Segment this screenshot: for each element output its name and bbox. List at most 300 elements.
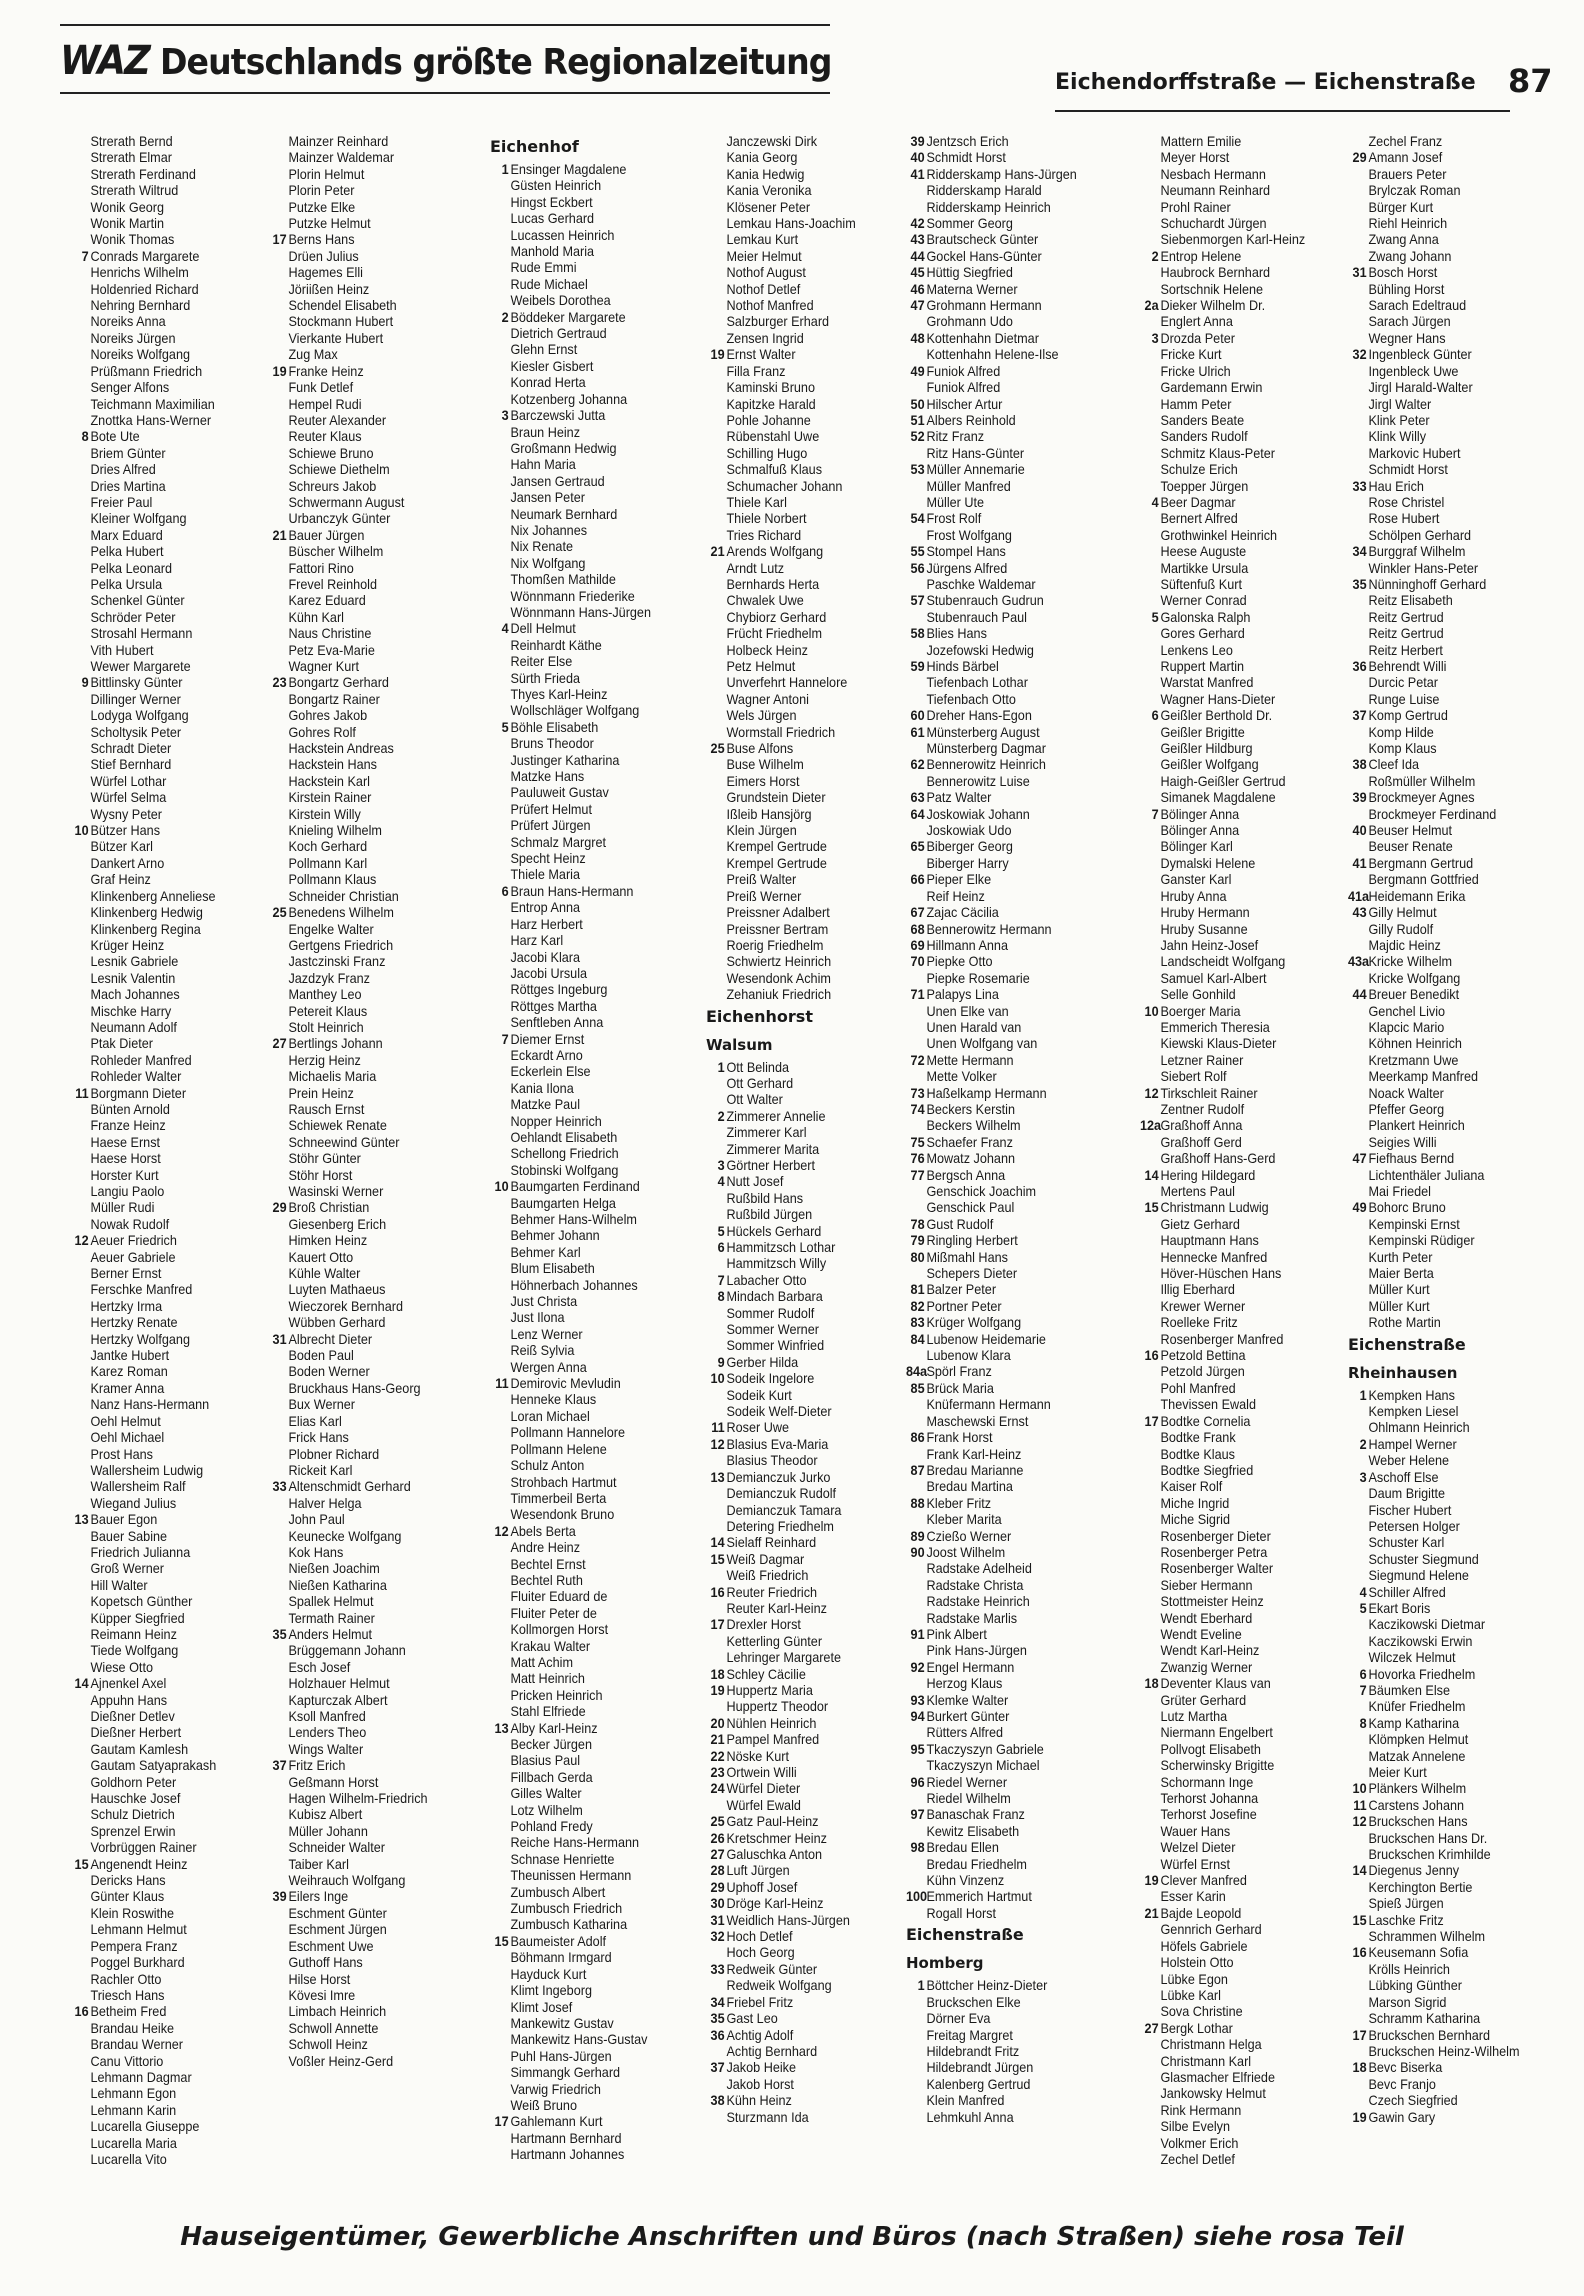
resident-name: Groß Werner	[90, 1561, 164, 1577]
resident-name: Kühn Heinz	[726, 2093, 792, 2109]
resident-name: Kaminski Bruno	[726, 380, 815, 396]
house-number: 5	[717, 1223, 725, 1239]
directory-entry	[70, 1168, 282, 1184]
directory-entry	[490, 375, 702, 391]
directory-entry	[490, 1032, 702, 1048]
directory-entry	[268, 577, 480, 593]
resident-name: Sova Christine	[1160, 2004, 1243, 2020]
house-number: 39	[272, 1889, 287, 1905]
directory-entry	[706, 1601, 918, 1617]
resident-name: Wendt Eberhard	[1160, 1610, 1253, 1626]
directory-entry	[906, 774, 1118, 790]
resident-name: Bertlings Johann	[288, 1036, 383, 1052]
resident-name: Würfel Ewald	[726, 1797, 801, 1813]
directory-entry	[1348, 1135, 1560, 1151]
directory-entry	[706, 1355, 918, 1371]
resident-name: Kania Ilona	[510, 1080, 574, 1096]
directory-entry	[268, 1168, 480, 1184]
street-heading: Eichenhorst	[706, 1006, 813, 1026]
directory-entry	[490, 835, 702, 851]
directory-entry	[268, 1004, 480, 1020]
directory-entry	[490, 736, 702, 752]
directory-entry	[706, 1913, 918, 1929]
directory-entry	[70, 2152, 282, 2168]
directory-entry	[490, 1967, 702, 1983]
directory-entry	[1140, 167, 1352, 183]
directory-entry	[490, 2114, 702, 2130]
resident-name: Eschment Uwe	[288, 1938, 374, 1954]
resident-name: Rink Hermann	[1160, 2102, 1242, 2118]
resident-name: Demianczuk Tamara	[726, 1502, 842, 1518]
house-number: 17	[710, 1617, 725, 1633]
directory-entry	[906, 823, 1118, 839]
directory-entry	[490, 277, 702, 293]
directory-entry	[268, 232, 480, 248]
directory-entry	[70, 167, 282, 183]
resident-name: Schrammen Wilhelm	[1368, 1929, 1486, 1945]
resident-name: Reuter Klaus	[288, 429, 362, 445]
directory-entry	[906, 1758, 1118, 1774]
directory-entry	[70, 1643, 282, 1659]
directory-entry	[906, 1364, 1118, 1380]
directory-entry	[70, 216, 282, 232]
directory-entry	[706, 1109, 918, 1125]
resident-name: Frank Karl-Heinz	[926, 1446, 1022, 1462]
directory-column-5	[906, 134, 1134, 2126]
directory-entry	[1140, 2004, 1352, 2020]
resident-name: Kotzenberg Johanna	[510, 391, 628, 407]
directory-entry	[490, 2098, 702, 2114]
directory-entry	[1348, 692, 1560, 708]
header-rule-right	[1055, 110, 1510, 112]
directory-entry	[70, 1151, 282, 1167]
house-number: 23	[272, 675, 287, 691]
house-number: 42	[910, 216, 925, 232]
resident-name: Bodtke Klaus	[1160, 1446, 1235, 1462]
directory-entry	[1140, 1053, 1352, 1069]
directory-entry	[70, 1824, 282, 1840]
resident-name: Schiewek Renate	[288, 1118, 387, 1134]
directory-entry	[490, 1179, 702, 1195]
directory-entry	[906, 1266, 1118, 1282]
directory-entry	[70, 397, 282, 413]
resident-name: Ingenbleck Günter	[1368, 347, 1472, 363]
directory-entry	[906, 1561, 1118, 1577]
resident-name: Henrichs Wilhelm	[90, 265, 189, 281]
directory-entry	[906, 708, 1118, 724]
resident-name: Matt Achim	[510, 1654, 573, 1670]
directory-entry	[706, 938, 918, 954]
resident-name: Petersen Holger	[1368, 1518, 1460, 1534]
resident-name: Beckers Kerstin	[926, 1101, 1015, 1117]
directory-entry	[70, 1545, 282, 1561]
directory-entry	[1140, 1824, 1352, 1840]
resident-name: Günter Klaus	[90, 1889, 165, 1905]
directory-entry	[490, 703, 702, 719]
directory-entry	[1140, 1906, 1352, 1922]
directory-entry	[70, 1004, 282, 1020]
resident-name: Plänkers Wilhelm	[1368, 1781, 1467, 1797]
resident-name: Burggraf Wilhelm	[1368, 544, 1466, 560]
resident-name: Müller Kurt	[1368, 1282, 1430, 1298]
resident-name: Wauer Hans	[1160, 1823, 1231, 1839]
resident-name: Stolt Heinrich	[288, 1019, 364, 1035]
directory-entry	[268, 380, 480, 396]
resident-name: Siebenmorgen Karl-Heinz	[1160, 232, 1306, 248]
directory-entry	[706, 183, 918, 199]
resident-name: Majdic Heinz	[1368, 937, 1441, 953]
house-number: 17	[1144, 1413, 1159, 1429]
directory-entry	[1140, 593, 1352, 609]
resident-name: Schenkel Günter	[90, 593, 185, 609]
resident-name: Mach Johannes	[90, 987, 180, 1003]
directory-entry	[490, 1409, 702, 1425]
resident-name: Eilers Inge	[288, 1889, 349, 1905]
resident-name: Würfel Lothar	[90, 773, 167, 789]
house-number: 47	[910, 298, 925, 314]
directory-entry	[268, 922, 480, 938]
resident-name: Roelleke Fritz	[1160, 1315, 1238, 1331]
house-number: 16	[1352, 1945, 1367, 1961]
resident-name: Prein Heinz	[288, 1085, 354, 1101]
resident-name: Stahl Elfriede	[510, 1704, 586, 1720]
resident-name: Holstein Otto	[1160, 1955, 1234, 1971]
directory-entry	[706, 544, 918, 560]
directory-entry	[268, 479, 480, 495]
resident-name: Sodeik Kurt	[726, 1387, 792, 1403]
directory-entry	[490, 572, 702, 588]
resident-name: Anders Helmut	[288, 1626, 373, 1642]
resident-name: Gohres Jakob	[288, 708, 368, 724]
resident-name: Deventer Klaus van	[1160, 1676, 1271, 1692]
directory-entry	[906, 511, 1118, 527]
directory-entry	[706, 1847, 918, 1863]
directory-entry	[1140, 2103, 1352, 2119]
directory-entry	[706, 413, 918, 429]
house-number: 37	[710, 2060, 725, 2076]
house-number: 4	[1151, 494, 1159, 510]
resident-name: Reuter Friedrich	[726, 1584, 818, 1600]
resident-name: Marx Eduard	[90, 527, 163, 543]
directory-entry	[490, 195, 702, 211]
house-number: 14	[1144, 1167, 1159, 1183]
directory-entry	[70, 1742, 282, 1758]
resident-name: Böddeker Margarete	[510, 309, 626, 325]
resident-name: Bruckschen Hans Dr.	[1368, 1830, 1488, 1846]
resident-name: Sommer Winfried	[726, 1338, 825, 1354]
directory-entry	[268, 1676, 480, 1692]
resident-name: Scherwinsky Brigitte	[1160, 1758, 1275, 1774]
directory-entry	[1348, 1004, 1560, 1020]
directory-entry	[1140, 314, 1352, 330]
resident-name: Schiewe Bruno	[288, 445, 374, 461]
resident-name: Lehringer Margarete	[726, 1650, 842, 1666]
resident-name: Wallersheim Ludwig	[90, 1462, 204, 1478]
directory-entry	[1348, 1699, 1560, 1715]
directory-entry	[490, 490, 702, 506]
resident-name: Detering Friedhelm	[726, 1518, 834, 1534]
resident-name: Ganster Karl	[1160, 872, 1232, 888]
directory-entry	[268, 1463, 480, 1479]
directory-entry	[268, 1873, 480, 1889]
resident-name: Redweik Wolfgang	[726, 1978, 832, 1994]
directory-entry	[490, 2131, 702, 2147]
resident-name: Rogall Horst	[926, 1905, 997, 1921]
resident-name: Radstake Adelheid	[926, 1561, 1032, 1577]
resident-name: Dießner Herbert	[90, 1725, 182, 1741]
directory-entry	[1140, 1168, 1352, 1184]
resident-name: Pohl Manfred	[1160, 1380, 1236, 1396]
resident-name: Brandau Heike	[90, 2020, 175, 2036]
resident-name: Schramm Katharina	[1368, 2011, 1481, 2027]
resident-name: Klein Roswithe	[90, 1905, 175, 1921]
resident-name: Meerkamp Manfred	[1368, 1069, 1479, 1085]
directory-entry	[490, 1803, 702, 1819]
directory-entry	[1140, 1479, 1352, 1495]
directory-entry	[70, 1857, 282, 1873]
resident-name: Brockmeyer Ferdinand	[1368, 806, 1497, 822]
resident-name: Matt Heinrich	[510, 1671, 585, 1687]
district-heading: Walsum	[706, 1035, 773, 1054]
directory-entry	[1140, 1348, 1352, 1364]
house-number: 44	[910, 248, 925, 264]
directory-entry	[490, 1753, 702, 1769]
directory-entry	[490, 1671, 702, 1687]
house-number: 89	[910, 1528, 925, 1544]
directory-entry	[1348, 479, 1560, 495]
resident-name: Rachler Otto	[90, 1971, 162, 1987]
directory-entry	[1140, 1069, 1352, 1085]
house-number: 72	[910, 1052, 925, 1068]
resident-name: Petzold Jürgen	[1160, 1364, 1245, 1380]
house-number: 9	[81, 675, 89, 691]
resident-name: Lehmann Helmut	[90, 1922, 187, 1938]
street-range: Eichendorffstraße — Eichenstraße	[1055, 70, 1476, 95]
resident-name: Boden Werner	[288, 1364, 370, 1380]
resident-name: Keunecke Wolfgang	[288, 1528, 402, 1544]
directory-entry	[906, 905, 1118, 921]
directory-entry	[70, 1922, 282, 1938]
directory-entry	[490, 1983, 702, 1999]
directory-entry	[1140, 1118, 1352, 1134]
directory-column-7	[1348, 134, 1576, 2126]
house-number: 2a	[1144, 298, 1159, 314]
directory-entry	[268, 1725, 480, 1741]
directory-entry	[906, 807, 1118, 823]
resident-name: John Paul	[288, 1512, 345, 1528]
resident-name: Blasius Paul	[510, 1753, 581, 1769]
resident-name: Bohorc Bruno	[1368, 1200, 1446, 1216]
resident-name: Balzer Peter	[926, 1282, 997, 1298]
resident-name: Plorin Helmut	[288, 166, 365, 182]
directory-entry	[906, 1348, 1118, 1364]
resident-name: Martikke Ursula	[1160, 560, 1249, 576]
resident-name: Reuter Alexander	[288, 412, 387, 428]
resident-name: Krüger Wolfgang	[926, 1315, 1022, 1331]
directory-entry	[1348, 1217, 1560, 1233]
directory-entry	[1140, 807, 1352, 823]
header-rule-bottom	[60, 92, 830, 94]
directory-entry	[1140, 1332, 1352, 1348]
directory-entry	[490, 785, 702, 801]
directory-entry	[490, 621, 702, 637]
house-number: 31	[1352, 265, 1367, 281]
resident-name: Mainzer Reinhard	[288, 134, 389, 149]
resident-name: Nießen Katharina	[288, 1577, 387, 1593]
directory-entry	[490, 1786, 702, 1802]
directory-entry	[268, 1955, 480, 1971]
directory-entry	[706, 150, 918, 166]
resident-name: Kapturczak Albert	[288, 1692, 388, 1708]
resident-name: Preiß Werner	[726, 888, 802, 904]
directory-entry	[1140, 561, 1352, 577]
directory-entry	[1140, 1529, 1352, 1545]
directory-entry	[268, 1496, 480, 1512]
resident-name: Pempera Franz	[90, 1938, 178, 1954]
directory-entry	[1348, 610, 1560, 626]
directory-entry	[1348, 1585, 1560, 1601]
resident-name: Holzhauer Helmut	[288, 1676, 390, 1692]
resident-name: Wasinski Werner	[288, 1184, 384, 1199]
directory-entry	[706, 1880, 918, 1896]
resident-name: Weidlich Hans-Jürgen	[726, 1912, 850, 1928]
directory-entry	[70, 1775, 282, 1791]
resident-name: Pink Albert	[926, 1626, 987, 1642]
house-number: 15	[494, 1933, 509, 1949]
resident-name: Emmerich Theresia	[1160, 1019, 1270, 1035]
resident-name: Roerig Friedhelm	[726, 937, 824, 953]
resident-name: Grüter Gerhard	[1160, 1692, 1247, 1708]
directory-entry	[490, 228, 702, 244]
directory-entry	[706, 200, 918, 216]
house-number: 54	[910, 511, 925, 527]
house-number: 19	[272, 363, 287, 379]
directory-entry	[1348, 1299, 1560, 1315]
resident-name: Ernst Walter	[726, 347, 796, 363]
resident-name: Weiß Friedrich	[726, 1568, 809, 1584]
resident-name: Kauert Otto	[288, 1249, 354, 1265]
directory-entry	[1140, 905, 1352, 921]
resident-name: Müller Johann	[288, 1823, 368, 1839]
resident-name: Brüggemann Johann	[288, 1643, 406, 1659]
house-number: 10	[710, 1371, 725, 1387]
directory-entry	[1348, 1086, 1560, 1102]
resident-name: Englert Anna	[1160, 314, 1233, 330]
resident-name: Kempinski Rüdiger	[1368, 1233, 1475, 1249]
directory-entry	[706, 1470, 918, 1486]
directory-entry	[70, 380, 282, 396]
directory-entry	[1140, 1955, 1352, 1971]
resident-name: Wiese Otto	[90, 1659, 153, 1675]
resident-name: Landscheidt Wolfgang	[1160, 954, 1286, 970]
house-number: 8	[81, 429, 89, 445]
resident-name: Lucarella Maria	[90, 2135, 177, 2151]
directory-entry	[1348, 1781, 1560, 1797]
resident-name: Weiß Dagmar	[726, 1551, 805, 1567]
resident-name: Tkaczyszyn Michael	[926, 1758, 1040, 1774]
house-number: 6	[501, 883, 509, 899]
directory-entry	[268, 856, 480, 872]
house-number: 100	[906, 1889, 928, 1905]
directory-entry	[1140, 1758, 1352, 1774]
directory-entry	[70, 150, 282, 166]
directory-entry	[70, 1200, 282, 1216]
directory-entry	[706, 1798, 918, 1814]
resident-name: Miche Sigrid	[1160, 1512, 1231, 1528]
directory-entry	[906, 397, 1118, 413]
directory-entry	[906, 314, 1118, 330]
directory-entry	[706, 249, 918, 265]
resident-name: Klinkenberg Hedwig	[90, 905, 203, 921]
directory-entry	[1140, 1414, 1352, 1430]
resident-name: Tries Richard	[726, 527, 802, 543]
directory-entry	[70, 577, 282, 593]
directory-entry	[1140, 528, 1352, 544]
resident-name: Zensen Ingrid	[726, 330, 804, 346]
resident-name: Beuser Helmut	[1368, 823, 1453, 839]
resident-name: Eschment Jürgen	[288, 1922, 387, 1938]
directory-entry	[268, 1972, 480, 1988]
resident-name: Ridderskamp Harald	[926, 183, 1042, 199]
directory-entry	[268, 610, 480, 626]
resident-name: Piepke Rosemarie	[926, 970, 1030, 986]
resident-name: Berns Hans	[288, 232, 355, 248]
house-number: 5	[1359, 1600, 1367, 1616]
directory-entry	[706, 1814, 918, 1830]
directory-entry	[268, 1250, 480, 1266]
house-number: 10	[494, 1179, 509, 1195]
resident-name: Klinkenberg Anneliese	[90, 888, 216, 904]
directory-entry	[906, 1660, 1118, 1676]
directory-entry	[70, 1529, 282, 1545]
directory-entry	[1348, 2028, 1560, 2044]
resident-name: Toepper Jürgen	[1160, 478, 1249, 494]
directory-entry	[268, 1217, 480, 1233]
resident-name: Brauers Peter	[1368, 166, 1447, 182]
resident-name: Kania Veronika	[726, 183, 812, 199]
house-number: 3	[1151, 330, 1159, 346]
house-number: 32	[710, 1929, 725, 1945]
directory-entry	[490, 507, 702, 523]
directory-entry	[70, 675, 282, 691]
resident-name: Just Ilona	[510, 1310, 565, 1326]
house-number: 3	[717, 1157, 725, 1173]
directory-entry	[1348, 1667, 1560, 1683]
resident-name: Filla Franz	[726, 363, 786, 379]
house-number: 31	[710, 1912, 725, 1928]
directory-entry	[706, 1552, 918, 1568]
resident-name: Oehl Helmut	[90, 1413, 161, 1429]
resident-name: Fritz Erich	[288, 1758, 346, 1774]
resident-name: Haigh-Geißler Gertrud	[1160, 773, 1286, 789]
directory-entry	[70, 528, 282, 544]
resident-name: Bechtel Ruth	[510, 1572, 583, 1588]
resident-name: Schulze Erich	[1160, 462, 1238, 478]
directory-entry	[1348, 495, 1560, 511]
directory-entry	[706, 1683, 918, 1699]
resident-name: Schnase Henriette	[510, 1851, 615, 1867]
resident-name: Sommer Georg	[926, 216, 1013, 232]
resident-name: Schormann Inge	[1160, 1774, 1254, 1790]
resident-name: Limbach Heinrich	[288, 2004, 387, 2020]
resident-name: Canu Vittorio	[90, 2053, 164, 2069]
resident-name: Krakau Walter	[510, 1638, 591, 1654]
resident-name: Bruns Theodor	[510, 736, 594, 752]
resident-name: Fluiter Eduard de	[510, 1589, 608, 1605]
directory-entry	[906, 495, 1118, 511]
directory-entry	[1140, 479, 1352, 495]
directory-entry	[1348, 790, 1560, 806]
